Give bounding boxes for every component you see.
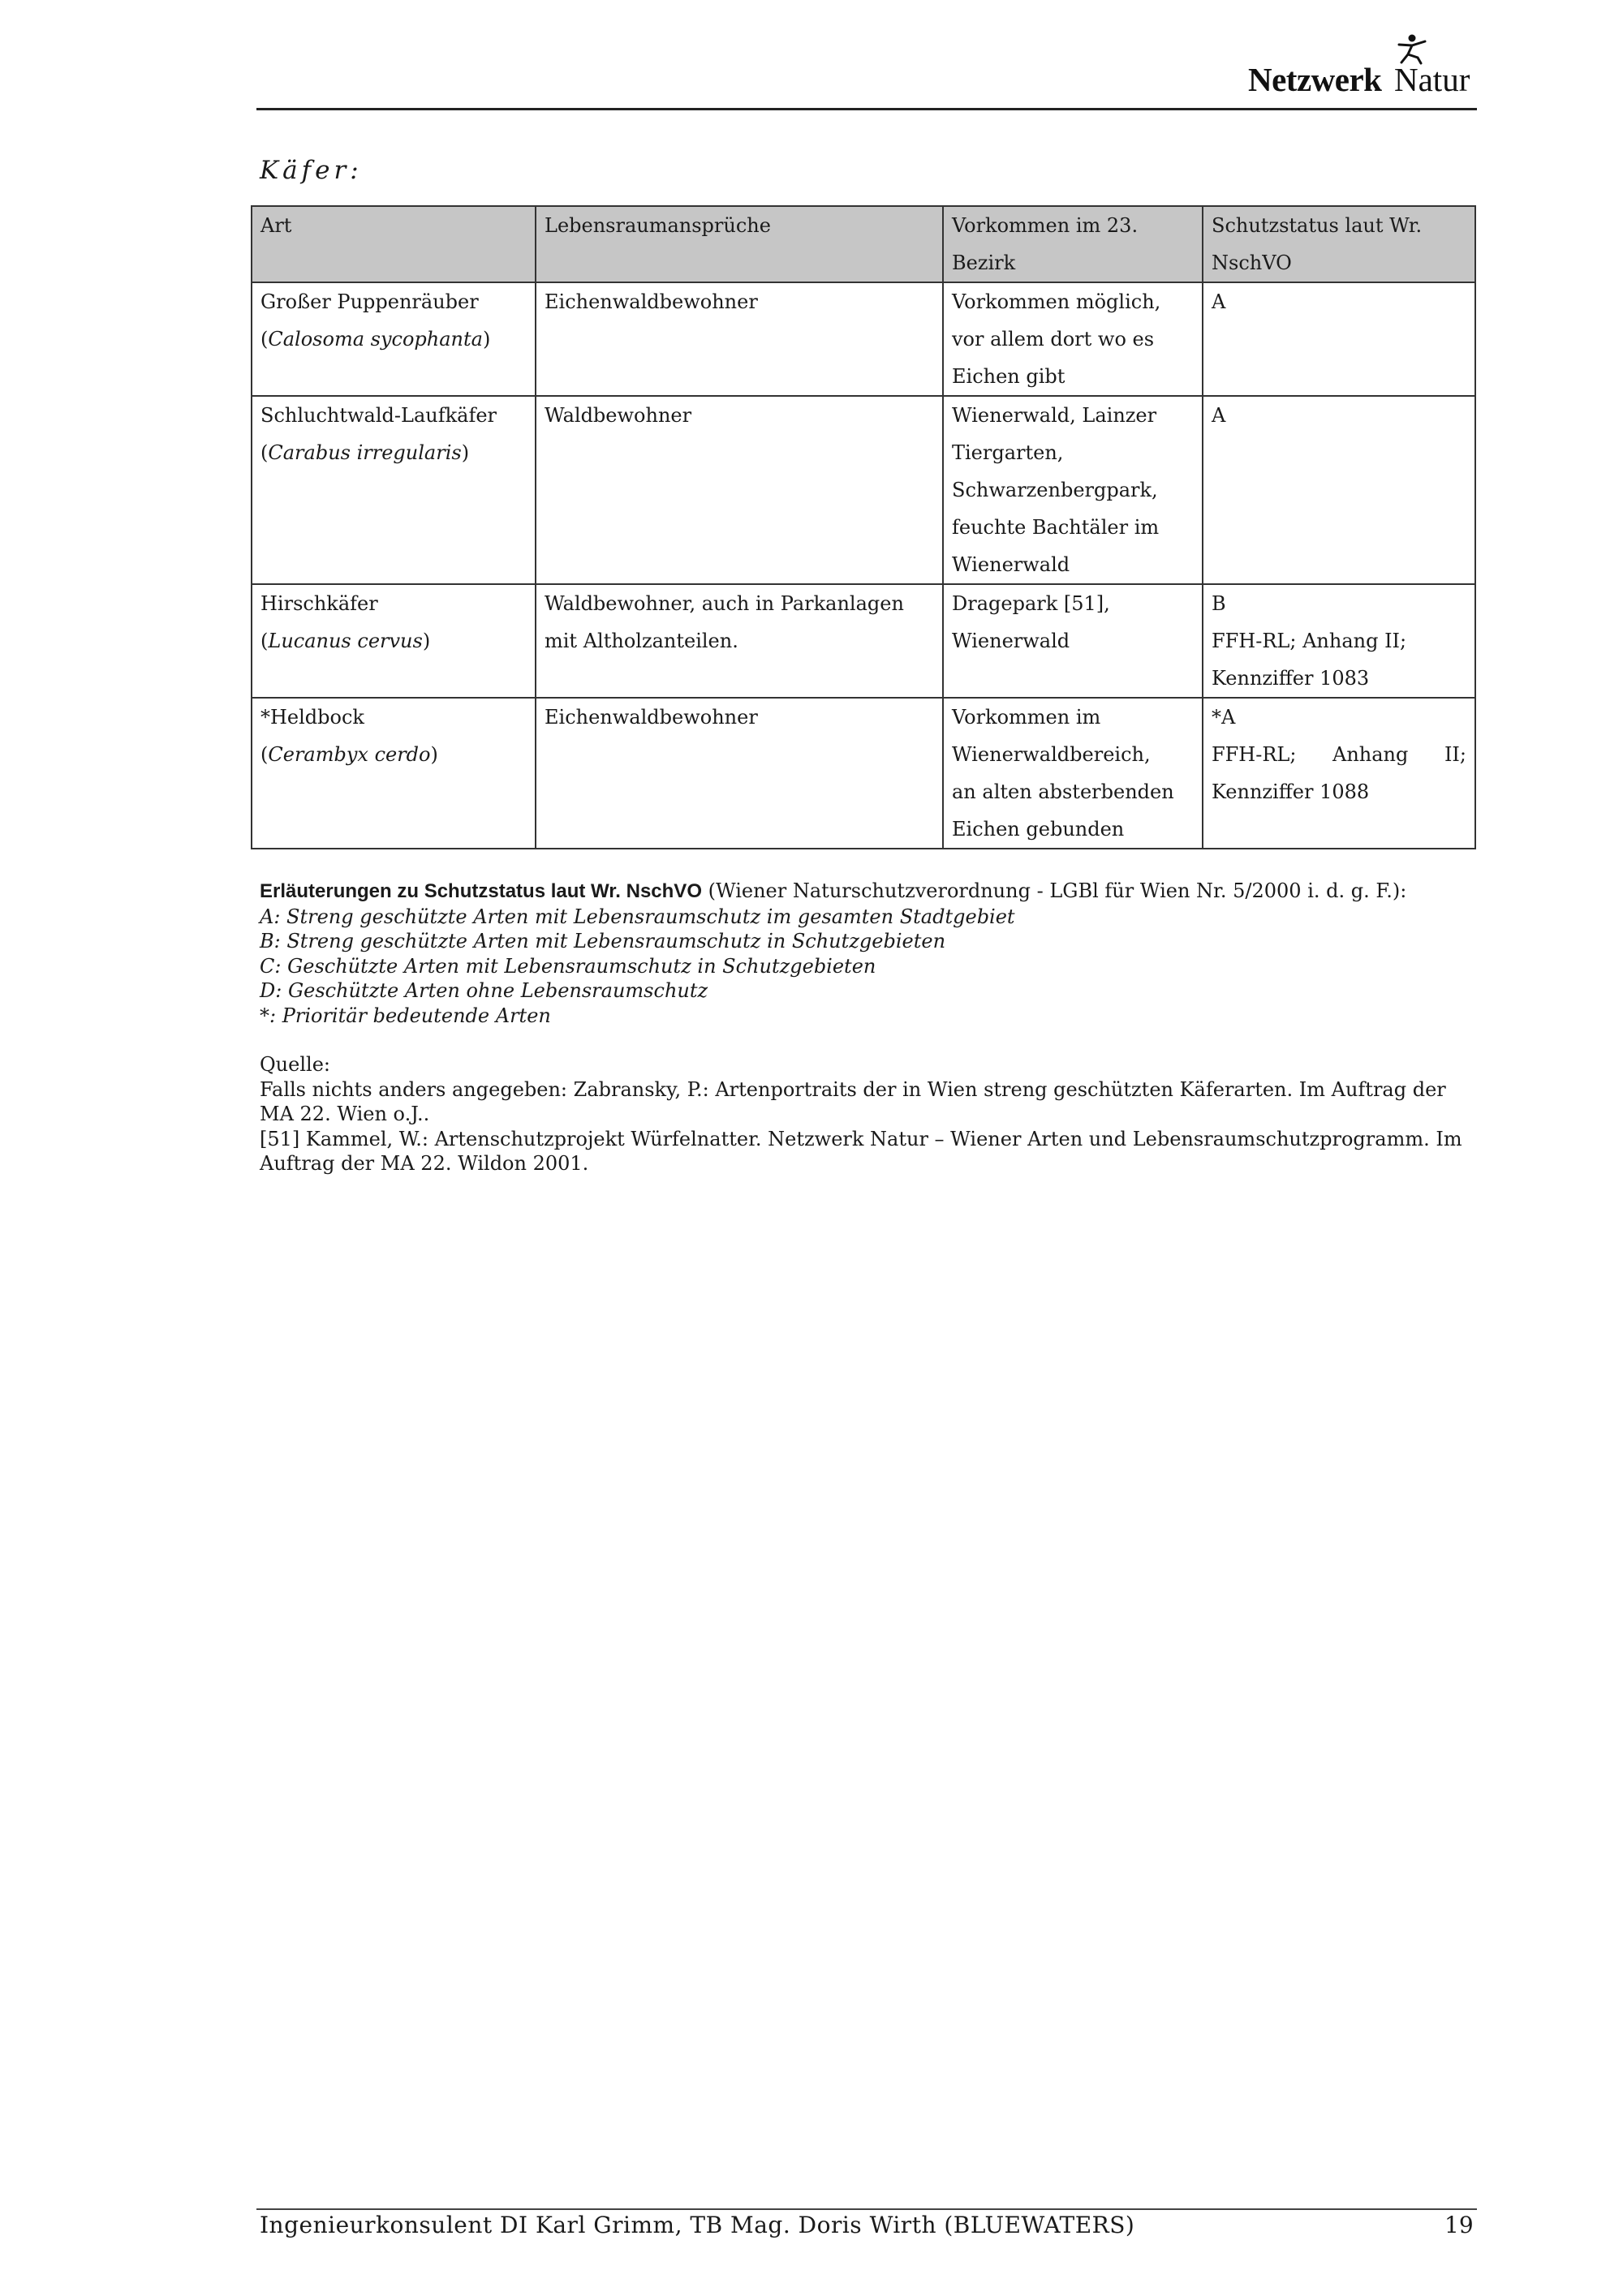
habitat-cell: Eichenwaldbewohner (536, 698, 943, 849)
column-header-art: Art (252, 206, 536, 282)
habitat-cell: Eichenwaldbewohner (536, 282, 943, 396)
occurrence-cell: Wienerwald, Lainzer Tiergarten, Schwarzenbergpark, feuchte Bachtäler im Wienerwald (943, 396, 1203, 584)
table-header-row (252, 206, 1475, 282)
occurrence-cell: Vorkommen im Wienerwaldbereich, an alten absterbenden Eichen gebunden (943, 698, 1203, 849)
source-label: Quelle: (260, 1053, 330, 1076)
common-name: *Heldbock (260, 706, 364, 729)
column-header-status: Schutzstatus laut Wr. NschVO (1203, 206, 1475, 282)
page-number: 19 (1444, 2212, 1474, 2238)
legend-item: B: Streng geschützte Arten mit Lebensraumschutz in Schutzgebieten (260, 930, 946, 952)
table-row (252, 584, 1475, 698)
footer-text: Ingenieurkonsulent DI Karl Grimm, TB Mag. Doris Wirth (BLUEWATERS) (260, 2212, 1135, 2238)
column-header-habitat: Lebensraumansprüche (536, 206, 943, 282)
legend-item: *: Prioritär bedeutende Arten (260, 1004, 551, 1027)
habitat-cell: Waldbewohner, auch in Parkanlagen mit Altholzanteilen. (536, 584, 943, 698)
common-name: Hirschkäfer (260, 592, 378, 615)
notes-heading-suffix: (Wiener Naturschutzverordnung - LGBl für Wien Nr. 5/2000 i. d. g. F.): (701, 879, 1407, 902)
species-cell: *Heldbock (Cerambyx cerdo) (252, 698, 536, 849)
habitat-cell: Waldbewohner (536, 396, 943, 584)
occurrence-cell: Dragepark [51], Wienerwald (943, 584, 1203, 698)
scientific-name: Lucanus cervus (268, 630, 423, 652)
scientific-name: Cerambyx cerdo (268, 743, 431, 766)
header-rule (256, 108, 1477, 110)
common-name: Schluchtwald-Laufkäfer (260, 404, 497, 427)
notes-heading: Erläuterungen zu Schutzstatus laut Wr. NschVO (260, 880, 702, 902)
occurrence-cell: Vorkommen möglich, vor allem dort wo es Eichen gibt (943, 282, 1203, 396)
legend-item: C: Geschützte Arten mit Lebensraumschutz in Schutzgebieten (260, 954, 876, 978)
table-row (252, 396, 1475, 584)
logo-word-netzwerk: Netzwerk (1248, 61, 1382, 98)
netzwerk-natur-logo (1242, 32, 1485, 97)
status-cell: B FFH-RL; Anhang II; Kennziffer 1083 (1203, 584, 1475, 698)
species-cell: Hirschkäfer (Lucanus cervus) (252, 584, 536, 698)
source-item: [51] Kammel, W.: Artenschutzprojekt Würfelnatter. Netzwerk Natur – Wiener Arten und Lebensraumschutzprogramm. Im Auftrag der MA 22. Wildon 2001. (260, 1127, 1462, 1175)
species-cell: Großer Puppenräuber (Calosoma sycophanta) (252, 282, 536, 396)
logo-word-natur: Natur (1394, 61, 1470, 98)
table-row (252, 282, 1475, 396)
footer-rule (256, 2208, 1477, 2210)
species-table (251, 205, 1476, 849)
scientific-name: Carabus irregularis (268, 441, 462, 464)
table-row (252, 698, 1475, 849)
status-cell: A (1203, 396, 1475, 584)
legend-item: D: Geschützte Arten ohne Lebensraumschutz (260, 979, 708, 1002)
source-item: Falls nichts anders angegeben: Zabransky, P.: Artenportraits der in Wien streng geschützten Käferarten. Im Auftrag der MA 22. Wien o.J.. (260, 1077, 1446, 1125)
scientific-name: Calosoma sycophanta (268, 328, 483, 350)
section-title: Käfer: (260, 156, 363, 185)
notes-section (260, 879, 1477, 1176)
common-name: Großer Puppenräuber (260, 290, 479, 313)
column-header-occurrence: Vorkommen im 23. Bezirk (943, 206, 1203, 282)
notes-heading-paragraph (260, 879, 1477, 905)
legend-item: A: Streng geschützte Arten mit Lebensraumschutz im gesamten Stadtgebiet (260, 905, 1015, 928)
status-cell: A (1203, 282, 1475, 396)
species-cell: Schluchtwald-Laufkäfer (Carabus irregularis) (252, 396, 536, 584)
status-cell: *A FFH-RL; Anhang II; Kennziffer 1088 (1203, 698, 1475, 849)
